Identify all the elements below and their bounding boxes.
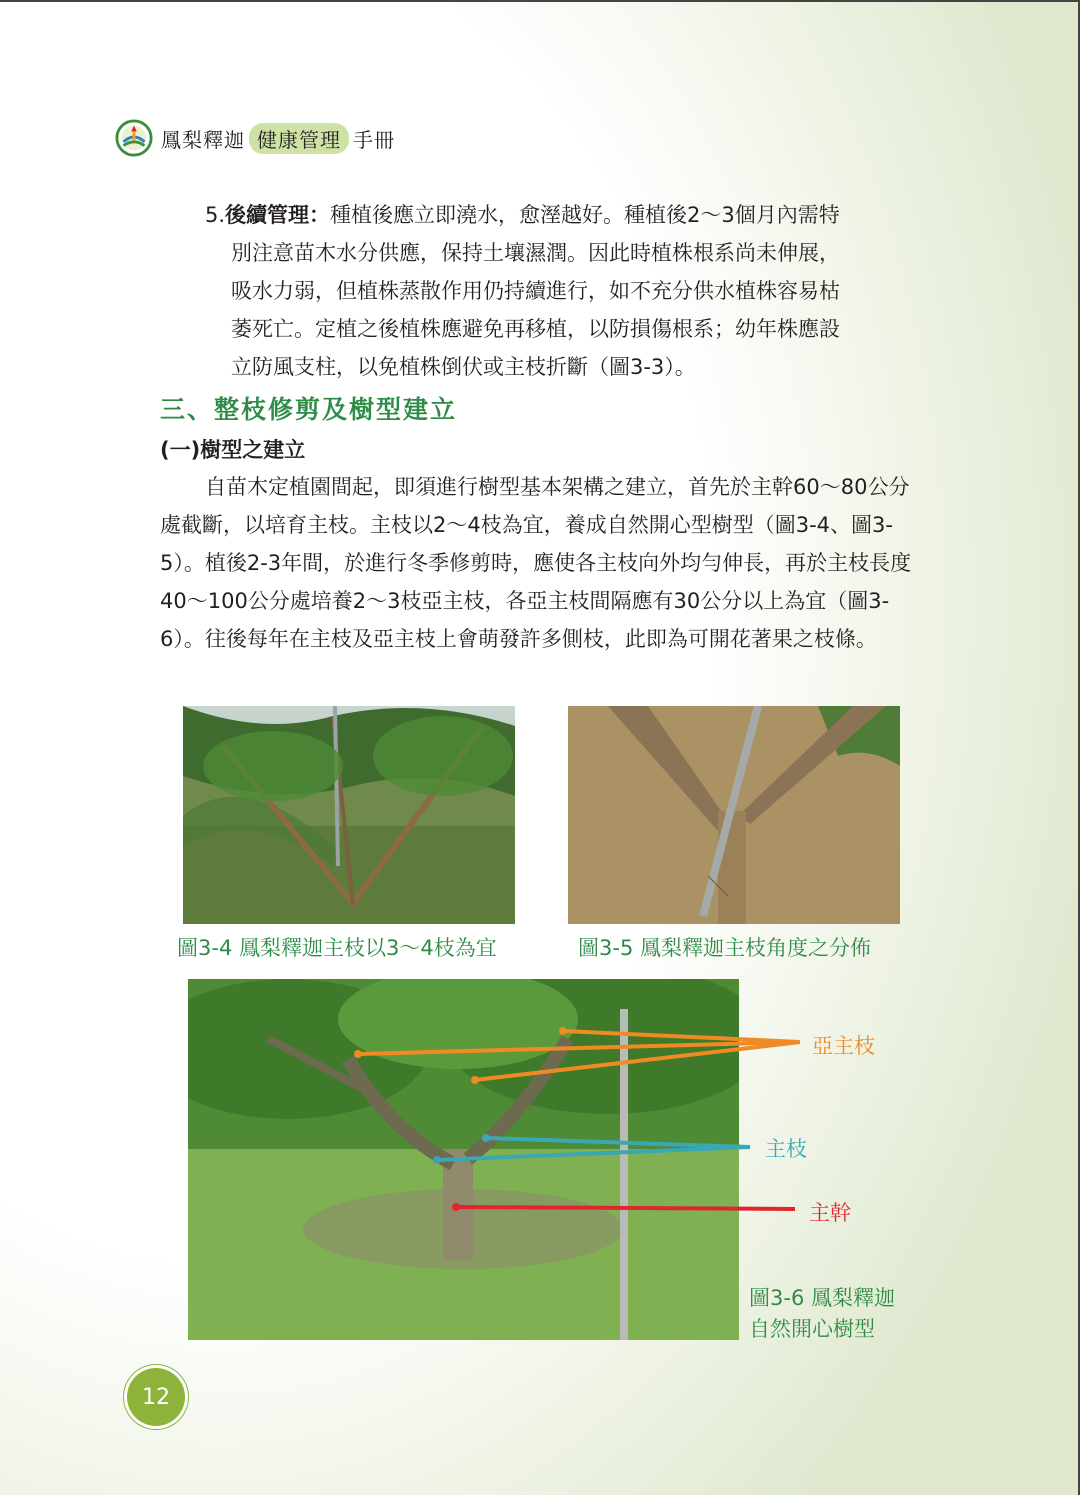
- figure-3-4-caption: 圖3-4 鳳梨釋迦主枝以3～4枝為宜: [177, 936, 497, 960]
- header-title-part1: 鳳梨釋迦: [161, 127, 245, 152]
- main-branch-lines: [433, 1134, 750, 1164]
- item-heading: 後續管理: [225, 203, 310, 227]
- sub-branch-lines: [354, 1027, 800, 1084]
- label-trunk: 主幹: [809, 1201, 851, 1225]
- item-line-3: 吸水力弱，但植株蒸散作用仍持續進行，如不充分供水植株容易枯: [231, 279, 840, 303]
- item-heading-colon: ：: [309, 203, 331, 227]
- item-line-5: 立防風支柱，以免植株倒伏或主枝折斷（圖3-3）。: [231, 355, 696, 379]
- item-line-2: 別注意苗木水分供應，保持土壤濕潤。因此時植株根系尚未伸展，: [231, 241, 840, 265]
- label-main-branch: 主枝: [765, 1137, 807, 1161]
- item-line-1: 種植後應立即澆水，愈溼越好。種植後2～3個月內需特: [330, 203, 840, 227]
- section-title: 三、整枝修剪及樹型建立: [160, 395, 458, 424]
- header-title-highlight: 健康管理: [249, 123, 349, 154]
- figure-3-6-caption-line1: 圖3-6 鳳梨釋迦: [749, 1286, 895, 1310]
- label-sub-branch: 亞主枝: [812, 1034, 875, 1058]
- header-title-part3: 手冊: [353, 127, 395, 152]
- figure-3-6-caption-line2: 自然開心樹型: [749, 1317, 875, 1341]
- trunk-line: [452, 1203, 795, 1211]
- figure-3-5-caption: 圖3-5 鳳梨釋迦主枝角度之分佈: [578, 936, 871, 960]
- item-line-4: 萎死亡。定植之後植株應避免再移植，以防損傷根系；幼年株應設: [231, 317, 840, 341]
- item-number: 5.: [205, 203, 226, 227]
- section-body-paragraph: 自苗木定植園間起，即須進行樹型基本架構之建立，首先於主幹60～80公分處截斷，以培育主枝。主枝以2～4枝為宜，養成自然開心型樹型（圖3-4、圖3-5）。植後2-3年間，於進行冬季修剪時，應使各主枝向外均勻伸長，再於主枝長度40～100公分處培養2～3枝亞主枝，各亞主枝間隔應有30公分以上為宜（圖3-6）。往後每年在主枝及亞主枝上會萌發許多側枝，此即為可開花著果之枝條。: [160, 475, 912, 651]
- page-number-badge: 12: [127, 1368, 185, 1426]
- subsection-title: (一)樹型之建立: [160, 438, 306, 462]
